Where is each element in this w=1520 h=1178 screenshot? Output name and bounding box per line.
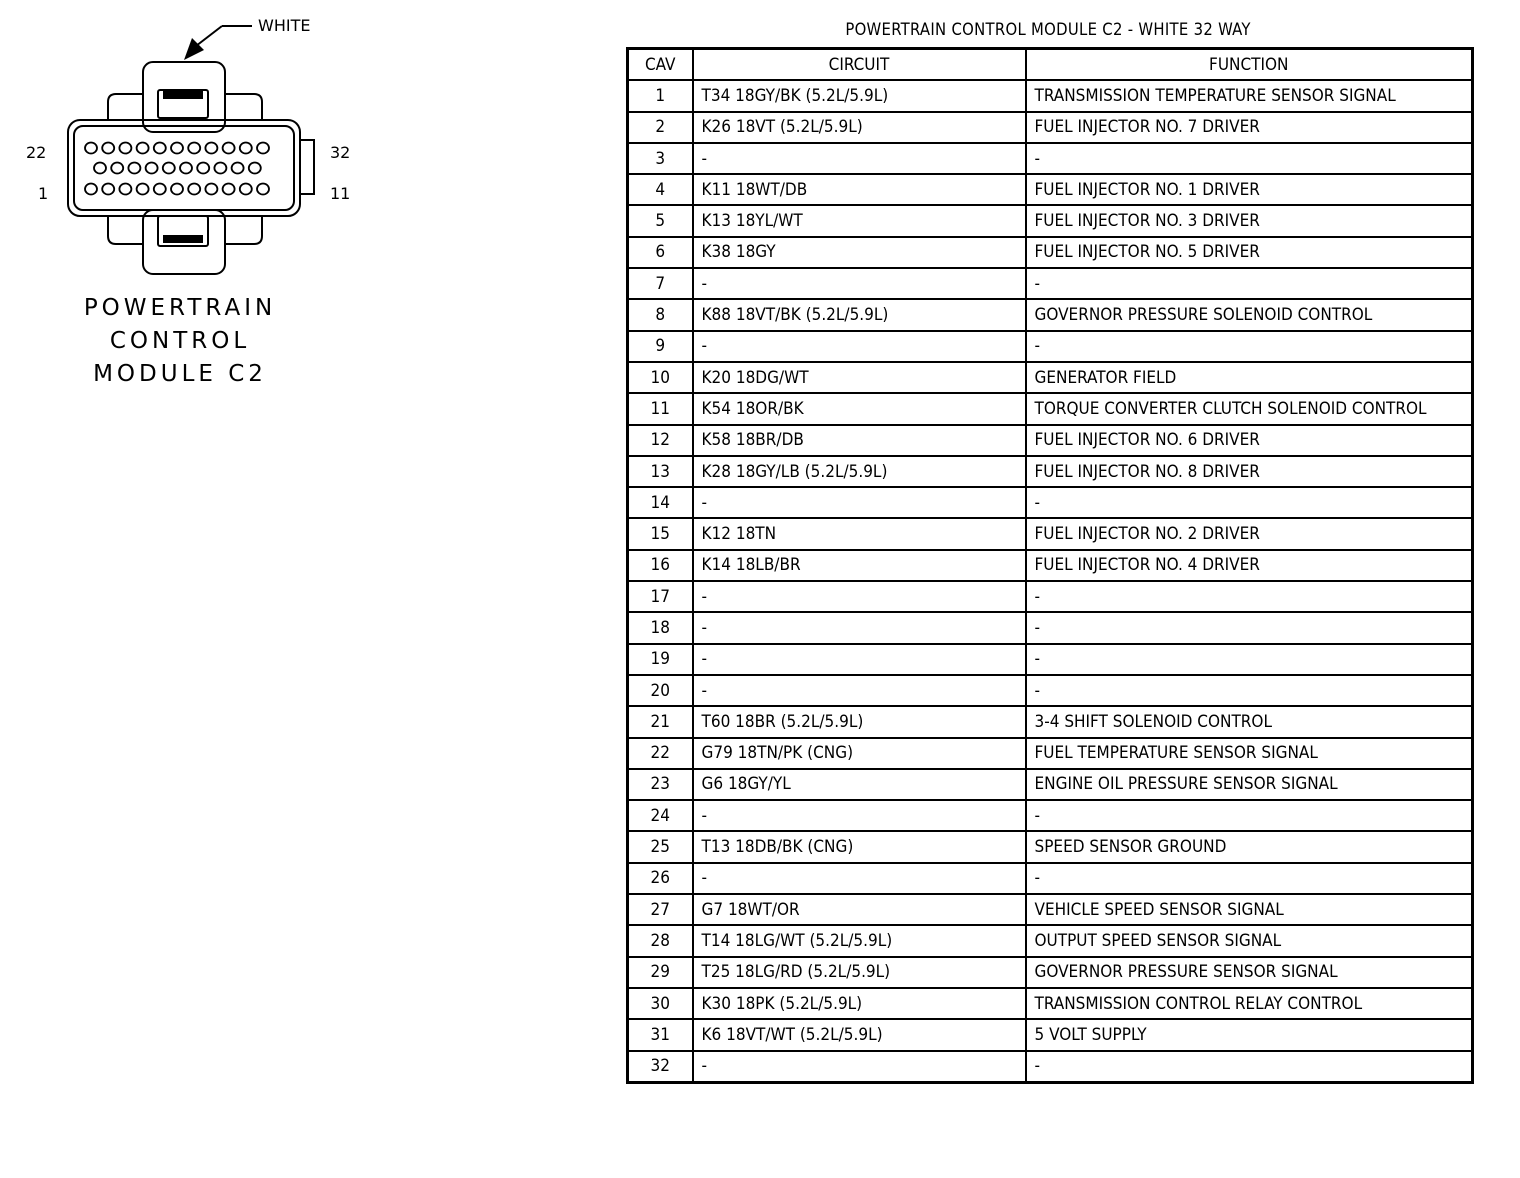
cav-cell: 26 — [628, 863, 693, 894]
pin-hole — [94, 163, 106, 174]
table-row — [628, 894, 1473, 925]
circuit-cell: K38 18GY — [693, 237, 1026, 268]
table-row — [628, 957, 1473, 988]
cav-cell: 4 — [628, 174, 693, 205]
circuit-cell: K54 18OR/BK — [693, 393, 1026, 424]
function-cell: - — [1026, 268, 1473, 299]
function-cell: OUTPUT SPEED SENSOR SIGNAL — [1026, 925, 1473, 956]
pin-hole — [137, 143, 149, 154]
circuit-cell: - — [693, 800, 1026, 831]
cav-cell: 24 — [628, 800, 693, 831]
header-function: FUNCTION — [1026, 49, 1473, 81]
cav-cell: 3 — [628, 143, 693, 174]
circuit-cell: T34 18GY/BK (5.2L/5.9L) — [693, 80, 1026, 111]
pin-hole — [111, 163, 123, 174]
circuit-cell: - — [693, 143, 1026, 174]
function-cell: FUEL INJECTOR NO. 1 DRIVER — [1026, 174, 1473, 205]
function-cell: FUEL TEMPERATURE SENSOR SIGNAL — [1026, 738, 1473, 769]
table-row — [628, 550, 1473, 581]
cav-cell: 14 — [628, 487, 693, 518]
circuit-cell: T25 18LG/RD (5.2L/5.9L) — [693, 957, 1026, 988]
table-row — [628, 1019, 1473, 1050]
function-cell: - — [1026, 1051, 1473, 1083]
pin-hole — [214, 163, 226, 174]
pin-hole — [146, 163, 158, 174]
table-row — [628, 487, 1473, 518]
table-row — [628, 425, 1473, 456]
pin-hole — [154, 184, 166, 195]
table-row — [628, 393, 1473, 424]
circuit-cell: K30 18PK (5.2L/5.9L) — [693, 988, 1026, 1019]
cav-cell: 9 — [628, 331, 693, 362]
cav-cell: 16 — [628, 550, 693, 581]
table-row — [628, 800, 1473, 831]
function-cell: 3-4 SHIFT SOLENOID CONTROL — [1026, 706, 1473, 737]
pin-hole — [197, 163, 209, 174]
cav-cell: 8 — [628, 299, 693, 330]
table-row — [628, 831, 1473, 862]
pin-label-1: 1 — [38, 184, 49, 203]
caption-line: CONTROL — [109, 328, 251, 354]
pin-label-32: 32 — [330, 143, 351, 162]
function-cell: - — [1026, 644, 1473, 675]
pin-hole — [137, 184, 149, 195]
pin-hole — [102, 184, 114, 195]
function-cell: - — [1026, 863, 1473, 894]
function-cell: TORQUE CONVERTER CLUTCH SOLENOID CONTROL — [1026, 393, 1473, 424]
cav-cell: 11 — [628, 393, 693, 424]
function-cell: TRANSMISSION CONTROL RELAY CONTROL — [1026, 988, 1473, 1019]
circuit-cell: - — [693, 1051, 1026, 1083]
table-row — [628, 299, 1473, 330]
cav-cell: 25 — [628, 831, 693, 862]
pin-label-22: 22 — [26, 143, 47, 162]
table-row — [628, 769, 1473, 800]
table-row — [628, 644, 1473, 675]
function-cell: - — [1026, 675, 1473, 706]
function-cell: - — [1026, 581, 1473, 612]
pin-hole — [119, 184, 131, 195]
connector-caption — [60, 292, 300, 391]
cav-cell: 23 — [628, 769, 693, 800]
connector-figure — [0, 0, 420, 420]
circuit-cell: - — [693, 581, 1026, 612]
circuit-cell: T60 18BR (5.2L/5.9L) — [693, 706, 1026, 737]
pin-hole — [205, 184, 217, 195]
circuit-cell: T14 18LG/WT (5.2L/5.9L) — [693, 925, 1026, 956]
circuit-cell: - — [693, 644, 1026, 675]
pin-hole — [240, 184, 252, 195]
pin-hole — [205, 143, 217, 154]
table-row — [628, 1051, 1473, 1083]
circuit-cell: T13 18DB/BK (CNG) — [693, 831, 1026, 862]
function-cell: - — [1026, 487, 1473, 518]
pin-hole — [257, 143, 269, 154]
pin-table — [626, 47, 1474, 1084]
function-cell: FUEL INJECTOR NO. 5 DRIVER — [1026, 237, 1473, 268]
arrow-icon — [184, 26, 252, 60]
cav-cell: 22 — [628, 738, 693, 769]
cav-cell: 19 — [628, 644, 693, 675]
pin-hole — [119, 143, 131, 154]
pin-hole — [154, 143, 166, 154]
circuit-cell: K14 18LB/BR — [693, 550, 1026, 581]
cav-cell: 10 — [628, 362, 693, 393]
cav-cell: 30 — [628, 988, 693, 1019]
header-circuit: CIRCUIT — [693, 49, 1026, 81]
function-cell: GOVERNOR PRESSURE SENSOR SIGNAL — [1026, 957, 1473, 988]
function-cell: FUEL INJECTOR NO. 4 DRIVER — [1026, 550, 1473, 581]
table-row — [628, 706, 1473, 737]
function-cell: - — [1026, 143, 1473, 174]
function-cell: - — [1026, 800, 1473, 831]
circuit-cell: G79 18TN/PK (CNG) — [693, 738, 1026, 769]
function-cell: - — [1026, 331, 1473, 362]
pin-hole — [128, 163, 140, 174]
cav-cell: 31 — [628, 1019, 693, 1050]
table-row — [628, 237, 1473, 268]
pin-hole — [171, 143, 183, 154]
cav-cell: 20 — [628, 675, 693, 706]
pin-label-11: 11 — [330, 184, 351, 203]
circuit-cell: - — [693, 863, 1026, 894]
function-cell: - — [1026, 612, 1473, 643]
pin-hole — [171, 184, 183, 195]
cav-cell: 17 — [628, 581, 693, 612]
table-row — [628, 112, 1473, 143]
function-cell: TRANSMISSION TEMPERATURE SENSOR SIGNAL — [1026, 80, 1473, 111]
circuit-cell: K12 18TN — [693, 518, 1026, 549]
cav-cell: 13 — [628, 456, 693, 487]
function-cell: GENERATOR FIELD — [1026, 362, 1473, 393]
circuit-cell: G6 18GY/YL — [693, 769, 1026, 800]
connector-drawing — [0, 0, 420, 300]
pin-hole — [85, 184, 97, 195]
pin-hole — [223, 143, 235, 154]
function-cell: VEHICLE SPEED SENSOR SIGNAL — [1026, 894, 1473, 925]
table-row — [628, 738, 1473, 769]
function-cell: GOVERNOR PRESSURE SOLENOID CONTROL — [1026, 299, 1473, 330]
header-cav: CAV — [628, 49, 693, 81]
cav-cell: 18 — [628, 612, 693, 643]
cav-cell: 6 — [628, 237, 693, 268]
function-cell: FUEL INJECTOR NO. 6 DRIVER — [1026, 425, 1473, 456]
table-title: POWERTRAIN CONTROL MODULE C2 - WHITE 32 WAY — [845, 20, 1251, 39]
table-row — [628, 205, 1473, 236]
pin-hole — [180, 163, 192, 174]
table-row — [628, 925, 1473, 956]
cav-cell: 21 — [628, 706, 693, 737]
pin-hole — [240, 143, 252, 154]
circuit-cell: K11 18WT/DB — [693, 174, 1026, 205]
pin-hole — [223, 184, 235, 195]
table-row — [628, 331, 1473, 362]
table-row — [628, 174, 1473, 205]
cav-cell: 7 — [628, 268, 693, 299]
circuit-cell: K88 18VT/BK (5.2L/5.9L) — [693, 299, 1026, 330]
cav-cell: 1 — [628, 80, 693, 111]
cav-cell: 28 — [628, 925, 693, 956]
pin-hole — [257, 184, 269, 195]
circuit-cell: K20 18DG/WT — [693, 362, 1026, 393]
table-row — [628, 988, 1473, 1019]
cav-cell: 5 — [628, 205, 693, 236]
pin-hole — [232, 163, 244, 174]
cav-cell: 32 — [628, 1051, 693, 1083]
pin-hole — [188, 143, 200, 154]
cav-cell: 12 — [628, 425, 693, 456]
function-cell: FUEL INJECTOR NO. 2 DRIVER — [1026, 518, 1473, 549]
circuit-cell: K28 18GY/LB (5.2L/5.9L) — [693, 456, 1026, 487]
pin-hole — [188, 184, 200, 195]
table-row — [628, 143, 1473, 174]
function-cell: 5 VOLT SUPPLY — [1026, 1019, 1473, 1050]
table-row — [628, 456, 1473, 487]
circuit-cell: - — [693, 331, 1026, 362]
circuit-cell: - — [693, 675, 1026, 706]
table-row — [628, 612, 1473, 643]
table-row — [628, 80, 1473, 111]
circuit-cell: - — [693, 268, 1026, 299]
circuit-cell: K6 18VT/WT (5.2L/5.9L) — [693, 1019, 1026, 1050]
table-header-row — [628, 49, 1473, 81]
pin-hole — [163, 163, 175, 174]
pin-hole — [85, 143, 97, 154]
function-cell: SPEED SENSOR GROUND — [1026, 831, 1473, 862]
function-cell: FUEL INJECTOR NO. 8 DRIVER — [1026, 456, 1473, 487]
connector-color-label: WHITE — [258, 16, 311, 35]
table-row — [628, 581, 1473, 612]
table-row — [628, 362, 1473, 393]
circuit-cell: K58 18BR/DB — [693, 425, 1026, 456]
pin-hole — [249, 163, 261, 174]
cav-cell: 2 — [628, 112, 693, 143]
cav-cell: 27 — [628, 894, 693, 925]
circuit-cell: - — [693, 612, 1026, 643]
circuit-cell: G7 18WT/OR — [693, 894, 1026, 925]
function-cell: FUEL INJECTOR NO. 3 DRIVER — [1026, 205, 1473, 236]
function-cell: ENGINE OIL PRESSURE SENSOR SIGNAL — [1026, 769, 1473, 800]
cav-cell: 29 — [628, 957, 693, 988]
table-row — [628, 675, 1473, 706]
function-cell: FUEL INJECTOR NO. 7 DRIVER — [1026, 112, 1473, 143]
circuit-cell: - — [693, 487, 1026, 518]
pin-hole — [102, 143, 114, 154]
table-row — [628, 268, 1473, 299]
circuit-cell: K26 18VT (5.2L/5.9L) — [693, 112, 1026, 143]
circuit-cell: K13 18YL/WT — [693, 205, 1026, 236]
table-row — [628, 518, 1473, 549]
caption-line: MODULE C2 — [93, 361, 267, 387]
table-row — [628, 863, 1473, 894]
cav-cell: 15 — [628, 518, 693, 549]
caption-line: POWERTRAIN — [83, 295, 277, 321]
